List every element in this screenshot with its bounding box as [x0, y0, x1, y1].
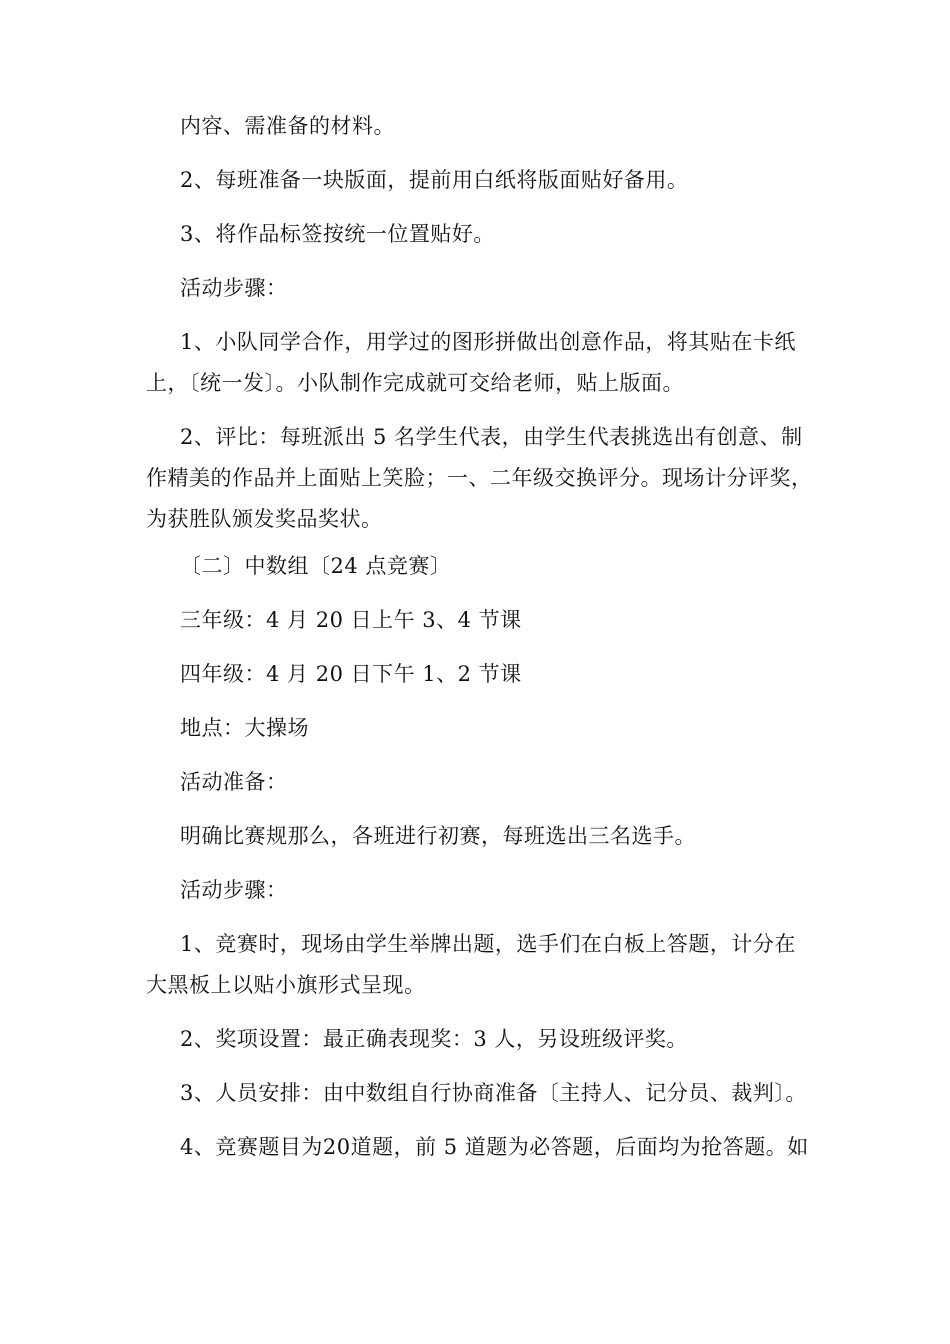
text-line: 作精美的作品并上面贴上笑脸；一、二年级交换评分。现场计分评奖，: [146, 466, 813, 490]
paragraph-questions: [146, 1127, 816, 1168]
paragraph-prep-board: [146, 160, 816, 201]
heading-activity-steps: [146, 268, 816, 309]
text-line: 地点：大操场: [180, 716, 309, 740]
paragraph-staffing: [146, 1073, 816, 1114]
location: [146, 708, 816, 749]
paragraph-step-1: [146, 322, 816, 404]
paragraph-rules: [146, 816, 816, 857]
text-line: 活动步骤：: [180, 878, 288, 902]
text-line: 2、奖项设置：最正确表现奖：3 人，另设班级评奖。: [180, 1027, 688, 1051]
text-line: 内容、需准备的材料。: [180, 114, 395, 138]
text-line: 活动步骤：: [180, 276, 288, 300]
text-line: 2、评比：每班派出 5 名学生代表，由学生代表挑选出有创意、制: [180, 425, 803, 449]
text-line: 1、竞赛时，现场由学生举牌出题，选手们在白板上答题，计分在: [180, 932, 796, 956]
paragraph-materials: [146, 106, 816, 147]
text-line: 四年级：4 月 20 日下午 1、2 节课: [180, 662, 522, 686]
text-line: 2、每班准备一块版面，提前用白纸将版面贴好备用。: [180, 168, 689, 192]
paragraph-awards: [146, 1019, 816, 1060]
text-line: 1、小队同学合作，用学过的图形拼做出创意作品，将其贴在卡纸: [180, 330, 796, 354]
heading-activity-prep: [146, 762, 816, 803]
text-line: 上，〔统一发〕。小队制作完成就可交给老师，贴上版面。: [146, 371, 684, 395]
heading-activity-steps-2: [146, 870, 816, 911]
schedule-grade-3: [146, 600, 816, 641]
paragraph-competition-step-1: [146, 924, 816, 1006]
text-line: 为获胜队颁发奖品奖状。: [146, 507, 383, 531]
section-heading-middle-grade: [146, 546, 816, 587]
text-line: 3、人员安排：由中数组自行协商准备〔主持人、记分员、裁判〕。: [180, 1081, 807, 1105]
paragraph-prep-labels: [146, 214, 816, 255]
schedule-grade-4: [146, 654, 816, 695]
text-line: 大黑板上以贴小旗形式呈现。: [146, 973, 426, 997]
text-line: 明确比赛规那么，各班进行初赛，每班选出三名选手。: [180, 824, 696, 848]
text-line: 〔二〕中数组〔24 点竞赛〕: [180, 554, 452, 578]
paragraph-step-2: [146, 417, 816, 540]
text-line: 3、将作品标签按统一位置贴好。: [180, 222, 495, 246]
text-line: 4、竞赛题目为20道题，前 5 道题为必答题，后面均为抢答题。如: [180, 1135, 809, 1159]
text-line: 活动准备：: [180, 770, 288, 794]
text-line: 三年级：4 月 20 日上午 3、4 节课: [180, 608, 522, 632]
